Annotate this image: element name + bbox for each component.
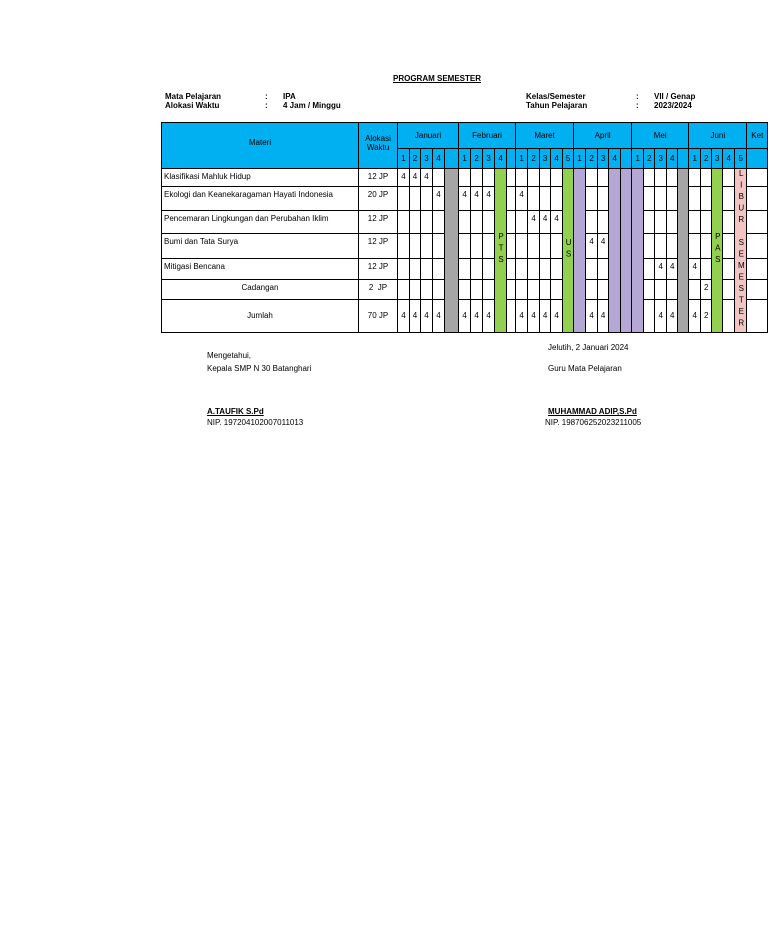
month-header-januari: Januari (398, 123, 459, 149)
shaded-column (563, 169, 574, 333)
column-label: PTS (496, 232, 506, 267)
jp-cell (540, 169, 551, 187)
jp-cell: 4 (586, 234, 598, 258)
jp-cell: 4 (551, 299, 563, 332)
alokasi-cell: 12 JP (359, 169, 398, 187)
shaded-column (632, 169, 644, 333)
week-header (507, 149, 516, 169)
jp-cell (528, 234, 540, 258)
jp-cell (483, 169, 495, 187)
jp-cell (471, 258, 483, 279)
week-header: 4 (551, 149, 563, 169)
week-header: 2 (410, 149, 421, 169)
teacher-name: MUHAMMAD ADIP,S.Pd (548, 407, 637, 416)
jp-cell: 4 (655, 258, 667, 279)
jp-cell (689, 234, 701, 258)
school-year-value: 2023/2024 (654, 101, 692, 110)
alokasi-header: Alokasi Waktu (359, 123, 398, 169)
jp-cell (421, 211, 433, 234)
jp-cell (398, 234, 410, 258)
jp-cell (586, 258, 598, 279)
ket-cell (747, 279, 768, 299)
jp-cell (516, 169, 528, 187)
week-header: 1 (398, 149, 410, 169)
week-header: 2 (701, 149, 712, 169)
jp-cell (723, 211, 735, 234)
week-header: 4 (609, 149, 621, 169)
jp-cell (421, 279, 433, 299)
table-row (162, 169, 768, 187)
week-header: 3 (540, 149, 551, 169)
jp-cell (459, 279, 471, 299)
jp-cell (528, 169, 540, 187)
week-header: 2 (471, 149, 483, 169)
materi-header: Materi (162, 123, 359, 169)
jp-cell: 4 (586, 299, 598, 332)
jp-cell (598, 211, 609, 234)
jp-cell (586, 187, 598, 211)
jp-cell (398, 211, 410, 234)
jp-cell (516, 234, 528, 258)
jp-cell (398, 279, 410, 299)
jp-cell (507, 258, 516, 279)
jp-cell (483, 258, 495, 279)
jp-cell (586, 169, 598, 187)
materi-cell: Mitigasi Bencana (162, 258, 359, 279)
jp-cell: 4 (689, 258, 701, 279)
jp-cell (689, 211, 701, 234)
alokasi-cell: 2 JP (359, 279, 398, 299)
week-header: 4 (667, 149, 678, 169)
jp-cell: 4 (433, 187, 445, 211)
jp-cell (528, 279, 540, 299)
jp-cell (723, 258, 735, 279)
jp-cell: 4 (528, 211, 540, 234)
ket-cell (747, 299, 768, 332)
principal-role: Kepala SMP N 30 Batanghari (207, 364, 312, 373)
jp-cell (644, 299, 655, 332)
jp-cell (598, 279, 609, 299)
jp-cell (655, 211, 667, 234)
jp-cell (410, 187, 421, 211)
jp-cell: 4 (410, 299, 421, 332)
class-semester-label: Kelas/Semester (526, 92, 586, 101)
jp-cell: 4 (421, 299, 433, 332)
jp-cell: 4 (433, 299, 445, 332)
class-semester-separator: : (636, 92, 639, 101)
week-header: 5 (563, 149, 574, 169)
jp-cell (516, 211, 528, 234)
jp-cell: 4 (516, 299, 528, 332)
alokasi-cell: 12 JP (359, 234, 398, 258)
jp-cell: 4 (528, 299, 540, 332)
jp-cell (586, 211, 598, 234)
materi-cell: Ekologi dan Keanekaragaman Hayati Indonesia (162, 187, 359, 211)
subject-separator: : (265, 92, 268, 101)
week-header (621, 149, 632, 169)
table-row (162, 187, 768, 211)
jp-cell (507, 169, 516, 187)
jp-cell (528, 187, 540, 211)
jp-cell (507, 211, 516, 234)
jp-cell (433, 279, 445, 299)
jp-cell: 4 (398, 169, 410, 187)
acknowledged-label: Mengetahui, (207, 351, 252, 360)
alokasi-cell: 12 JP (359, 211, 398, 234)
week-header: 1 (516, 149, 528, 169)
jp-cell: 4 (410, 169, 421, 187)
subject-label: Mata Pelajaran (165, 92, 222, 101)
place-date: Jelutih, 2 Januari 2024 (548, 343, 629, 352)
week-header: 1 (632, 149, 644, 169)
teacher-nip: NIP. 198706252023211005 (545, 418, 642, 427)
jp-cell (459, 169, 471, 187)
jp-cell: 4 (689, 299, 701, 332)
jp-cell (689, 187, 701, 211)
jp-cell (723, 187, 735, 211)
jp-cell: 4 (598, 234, 609, 258)
principal-name: A.TAUFIK S.Pd (207, 407, 264, 416)
school-year-label: Tahun Pelajaran (526, 101, 588, 110)
table-row (162, 258, 768, 279)
month-header-mei: Mei (632, 123, 689, 149)
time-allocation-label: Alokasi Waktu (165, 101, 220, 110)
jp-cell: 2 (701, 299, 712, 332)
jp-cell (459, 258, 471, 279)
materi-cell: Bumi dan Tata Surya (162, 234, 359, 258)
week-header: 2 (586, 149, 598, 169)
jp-cell: 4 (398, 299, 410, 332)
ket-header: Ket (747, 123, 768, 149)
jp-cell (667, 279, 678, 299)
jp-cell (701, 258, 712, 279)
jp-cell (516, 258, 528, 279)
jp-cell (410, 211, 421, 234)
jp-cell: 4 (540, 299, 551, 332)
jp-cell (540, 258, 551, 279)
jp-cell (723, 234, 735, 258)
jp-cell (459, 234, 471, 258)
jp-cell (410, 279, 421, 299)
jp-cell (644, 234, 655, 258)
time-allocation-value: 4 Jam / Minggu (283, 101, 341, 110)
jp-cell (528, 258, 540, 279)
jp-cell: 4 (459, 187, 471, 211)
jp-cell (507, 299, 516, 332)
month-header-april: April (574, 123, 632, 149)
jp-cell (471, 211, 483, 234)
jp-cell: 4 (483, 187, 495, 211)
teacher-role: Guru Mata Pelajaran (548, 364, 622, 373)
shaded-column (712, 169, 723, 333)
shaded-column (735, 169, 747, 333)
jp-cell (655, 187, 667, 211)
jp-cell (723, 279, 735, 299)
jp-cell (701, 169, 712, 187)
materi-cell: Cadangan (162, 279, 359, 299)
jp-cell (551, 234, 563, 258)
jp-cell (421, 258, 433, 279)
jp-cell (598, 169, 609, 187)
jp-cell: 4 (667, 258, 678, 279)
jp-cell (701, 234, 712, 258)
jp-cell (551, 187, 563, 211)
ket-cell (747, 187, 768, 211)
jp-cell (483, 234, 495, 258)
column-label: LIBUR SEMESTER (736, 169, 746, 330)
week-header: 2 (528, 149, 540, 169)
ket-cell (747, 234, 768, 258)
alokasi-cell: 12 JP (359, 258, 398, 279)
week-header: 5 (735, 149, 747, 169)
jp-cell (540, 187, 551, 211)
ket-cell (747, 211, 768, 234)
materi-cell: Klasifikasi Mahluk Hidup (162, 169, 359, 187)
jp-cell: 4 (459, 299, 471, 332)
subject-value: IPA (283, 92, 296, 101)
jp-cell: 4 (540, 211, 551, 234)
column-label: PAS (713, 232, 723, 267)
week-header: 3 (712, 149, 723, 169)
jp-cell (644, 187, 655, 211)
month-header-juni: Juni (689, 123, 747, 149)
jp-cell (667, 187, 678, 211)
jp-cell (433, 234, 445, 258)
program-semester-table (161, 122, 768, 333)
week-header: 1 (574, 149, 586, 169)
jp-cell (644, 258, 655, 279)
jp-cell (689, 169, 701, 187)
header-row-months (162, 123, 768, 149)
jp-cell (483, 279, 495, 299)
jp-cell: 4 (551, 211, 563, 234)
week-header: 1 (689, 149, 701, 169)
jp-cell (410, 258, 421, 279)
class-semester-value: VII / Genap (654, 92, 696, 101)
jp-cell (540, 279, 551, 299)
ket-header-blank (747, 149, 768, 169)
materi-cell: Pencemaran Lingkungan dan Perubahan Iklim (162, 211, 359, 234)
jp-cell (586, 279, 598, 299)
alokasi-cell: 20 JP (359, 187, 398, 211)
jp-cell: 4 (483, 299, 495, 332)
jp-cell: 4 (471, 299, 483, 332)
shaded-column (678, 169, 689, 333)
materi-cell: Jumlah (162, 299, 359, 332)
jp-cell (471, 234, 483, 258)
jp-cell (471, 169, 483, 187)
jp-cell: 4 (598, 299, 609, 332)
jp-cell (551, 169, 563, 187)
week-header: 2 (644, 149, 655, 169)
jp-cell (667, 234, 678, 258)
jp-cell (507, 234, 516, 258)
jp-cell (655, 234, 667, 258)
jp-cell (667, 211, 678, 234)
shaded-column (621, 169, 632, 333)
jp-cell (723, 299, 735, 332)
table-row (162, 211, 768, 234)
jp-cell (598, 258, 609, 279)
jp-cell (551, 279, 563, 299)
column-label: US (564, 238, 574, 261)
table-row (162, 279, 768, 299)
week-header: 1 (459, 149, 471, 169)
principal-nip: NIP. 197204102007011013 (207, 418, 304, 427)
jp-cell (655, 169, 667, 187)
jp-cell (459, 211, 471, 234)
jp-cell (398, 187, 410, 211)
jp-cell (516, 279, 528, 299)
jp-cell (433, 258, 445, 279)
table-row (162, 299, 768, 332)
jp-cell: 2 (701, 279, 712, 299)
jp-cell (433, 211, 445, 234)
jp-cell (701, 187, 712, 211)
jp-cell: 4 (471, 187, 483, 211)
jp-cell: 4 (516, 187, 528, 211)
jp-cell: 4 (667, 299, 678, 332)
shaded-column (495, 169, 507, 333)
jp-cell (598, 187, 609, 211)
jp-cell (421, 234, 433, 258)
week-header: 3 (598, 149, 609, 169)
jp-cell (507, 187, 516, 211)
table-row (162, 234, 768, 258)
jp-cell (540, 234, 551, 258)
jp-cell (644, 211, 655, 234)
week-header (445, 149, 459, 169)
document-title: PROGRAM SEMESTER (393, 74, 482, 83)
jp-cell (655, 279, 667, 299)
month-header-februari: Februari (459, 123, 516, 149)
week-header: 4 (495, 149, 507, 169)
jp-cell (723, 169, 735, 187)
week-header (678, 149, 689, 169)
jp-cell (507, 279, 516, 299)
week-header: 4 (433, 149, 445, 169)
jp-cell (667, 169, 678, 187)
jp-cell (398, 258, 410, 279)
week-header: 3 (655, 149, 667, 169)
week-header: 3 (421, 149, 433, 169)
jp-cell (644, 279, 655, 299)
jp-cell: 4 (655, 299, 667, 332)
jp-cell (410, 234, 421, 258)
shaded-column (609, 169, 621, 333)
month-header-maret: Maret (516, 123, 574, 149)
week-header: 3 (483, 149, 495, 169)
ket-cell (747, 169, 768, 187)
school-year-separator: : (636, 101, 639, 110)
table-body (162, 169, 768, 333)
jp-cell (551, 258, 563, 279)
jp-cell (421, 187, 433, 211)
jp-cell: 4 (421, 169, 433, 187)
jp-cell (483, 211, 495, 234)
shaded-column (445, 169, 459, 333)
jp-cell (433, 169, 445, 187)
jp-cell (644, 169, 655, 187)
table-header (162, 123, 768, 169)
jp-cell (471, 279, 483, 299)
time-allocation-separator: : (265, 101, 268, 110)
ket-cell (747, 258, 768, 279)
alokasi-cell: 70 JP (359, 299, 398, 332)
shaded-column (574, 169, 586, 333)
jp-cell (701, 211, 712, 234)
jp-cell (689, 279, 701, 299)
week-header: 4 (723, 149, 735, 169)
